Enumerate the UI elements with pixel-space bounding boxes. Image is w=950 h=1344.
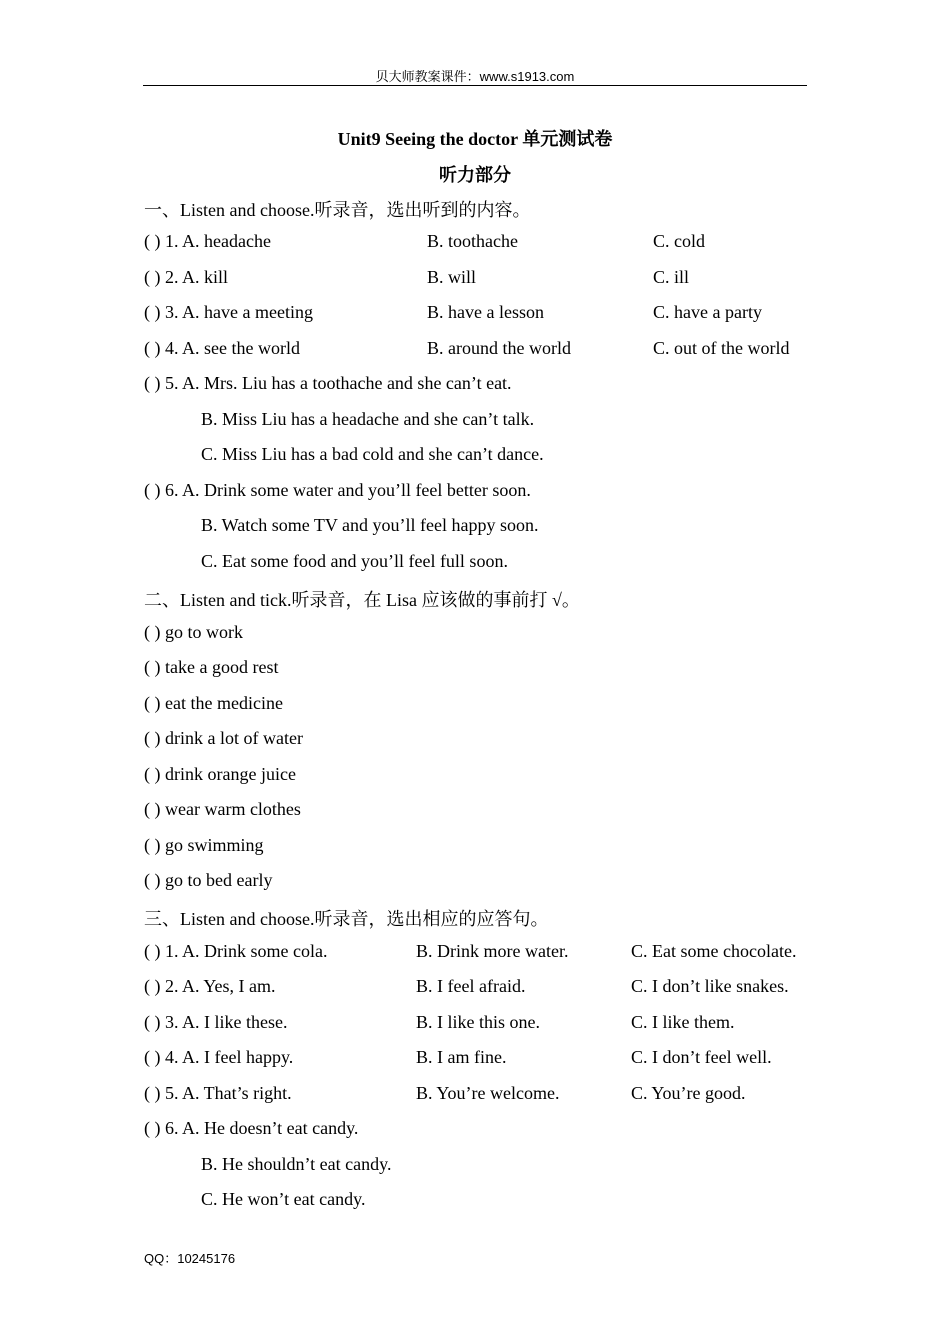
part1-heading: 一、Listen and choose.听录音，选出听到的内容。 [144,200,531,220]
part1-q4-option-c: C. out of the world [653,338,790,358]
part2-item: ( ) take a good rest [144,657,279,677]
part1-q3-option-b: B. have a lesson [427,302,544,322]
part3-q1-option-b: B. Drink more water. [416,941,569,961]
part1-q3-option-a: ( ) 3. A. have a meeting [144,302,313,322]
part1-q2-option-a: ( ) 2. A. kill [144,267,228,287]
page-header: 贝大师教案课件：www.s1913.com [375,69,575,84]
document-title: Unit9 Seeing the doctor 单元测试卷 [337,129,613,149]
part3-q3-option-a: ( ) 3. A. I like these. [144,1012,288,1032]
part1-q6-option-a: ( ) 6. A. Drink some water and you’ll feel better soon. [144,480,531,500]
part2-item: ( ) drink orange juice [144,764,296,784]
section-title: 听力部分 [439,165,511,185]
part3-q4-option-b: B. I am fine. [416,1047,507,1067]
part3-q6-option-b: B. He shouldn’t eat candy. [201,1154,392,1174]
part3-q2-option-b: B. I feel afraid. [416,976,526,996]
part1-q5-option-a: ( ) 5. A. Mrs. Liu has a toothache and she can’t eat. [144,373,512,393]
part2-item: ( ) drink a lot of water [144,728,303,748]
part3-q6-option-c: C. He won’t eat candy. [201,1189,366,1209]
part3-q3-option-c: C. I like them. [631,1012,735,1032]
part3-q1-option-c: C. Eat some chocolate. [631,941,797,961]
page-footer: QQ：10245176 [144,1251,236,1266]
part3-q5-option-a: ( ) 5. A. That’s right. [144,1083,292,1103]
part1-q2-option-c: C. ill [653,267,690,287]
part1-q3-option-c: C. have a party [653,302,762,322]
part3-q2-option-c: C. I don’t like snakes. [631,976,789,996]
part3-q5-option-b: B. You’re welcome. [416,1083,560,1103]
part2-heading: 二、Listen and tick.听录音，在 Lisa 应该做的事前打 √。 [144,590,580,610]
part3-q2-option-a: ( ) 2. A. Yes, I am. [144,976,276,996]
part3-q6-option-a: ( ) 6. A. He doesn’t eat candy. [144,1118,359,1138]
part3-q1-option-a: ( ) 1. A. Drink some cola. [144,941,328,961]
part1-q1-option-b: B. toothache [427,231,518,251]
part1-q6-option-c: C. Eat some food and you’ll feel full soon. [201,551,508,571]
part3-q3-option-b: B. I like this one. [416,1012,540,1032]
part3-q5-option-c: C. You’re good. [631,1083,746,1103]
part1-q1-option-a: ( ) 1. A. headache [144,231,271,251]
part2-item: ( ) go swimming [144,835,264,855]
part3-q4-option-c: C. I don’t feel well. [631,1047,772,1067]
part2-item: ( ) wear warm clothes [144,799,301,819]
part1-q6-option-b: B. Watch some TV and you’ll feel happy soon. [201,515,539,535]
part3-heading: 三、Listen and choose.听录音，选出相应的应答句。 [144,909,549,929]
part1-q5-option-c: C. Miss Liu has a bad cold and she can’t dance. [201,444,544,464]
header-rule [143,85,807,86]
part1-q1-option-c: C. cold [653,231,705,251]
part1-q4-option-a: ( ) 4. A. see the world [144,338,300,358]
part3-q4-option-a: ( ) 4. A. I feel happy. [144,1047,294,1067]
part2-item: ( ) eat the medicine [144,693,283,713]
part2-item: ( ) go to bed early [144,870,273,890]
part1-q4-option-b: B. around the world [427,338,571,358]
part2-item: ( ) go to work [144,622,243,642]
part1-q5-option-b: B. Miss Liu has a headache and she can’t talk. [201,409,535,429]
part1-q2-option-b: B. will [427,267,477,287]
